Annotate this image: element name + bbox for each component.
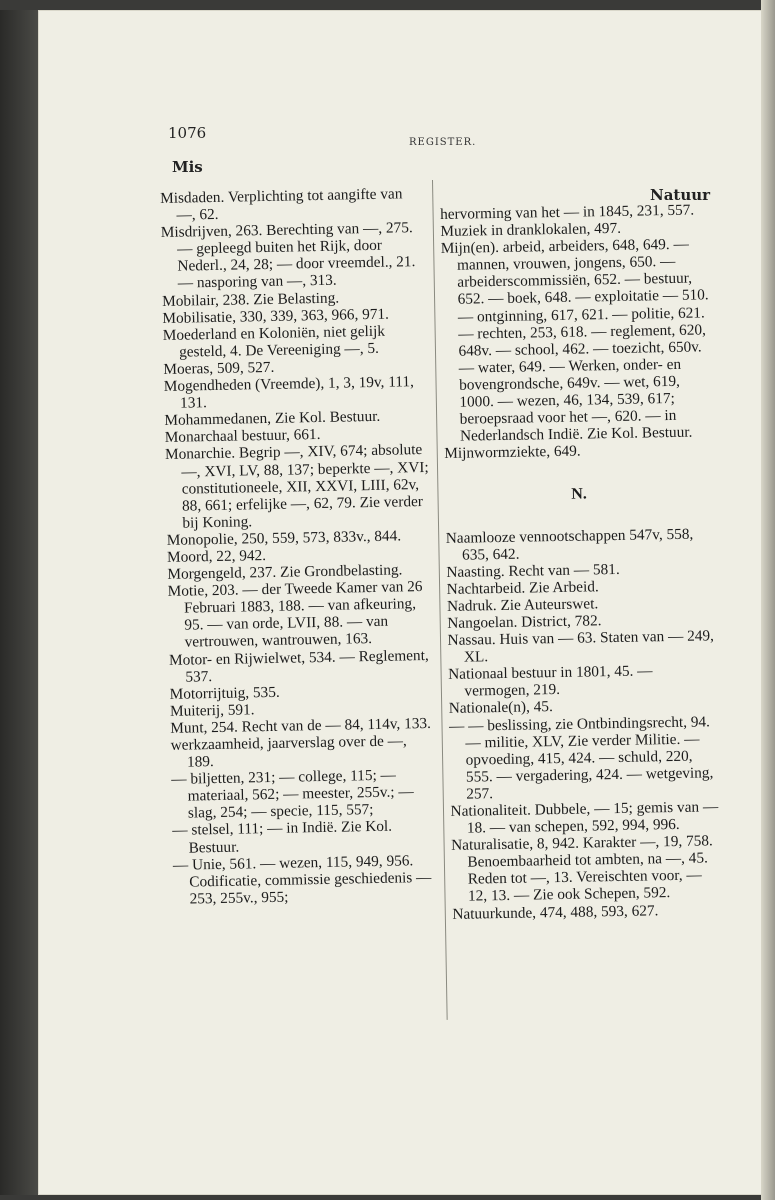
index-entry: Naamlooze vennootschappen 547v, 558, 635, 642. [445,525,694,564]
index-entry: Mobilisatie, 330, 339, 363, 966, 971. [162,305,390,327]
index-entry: Morgengeld, 237. Zie Grondbelasting. [167,561,403,583]
index-entry: Moederland en Koloniën, niet gelijk gesteld, 4. De Vereeniging —, 5. [162,322,386,361]
index-entry: Natuurkunde, 474, 488, 593, 627. [452,901,659,923]
index-entry: Mijn(en). arbeid, arbeiders, 648, 649. — mannen, vrouwen, jongens, 650. — arbeiderscommissiën, 652. — bestuur, 652. — boek, 648. — exploitatie — 510. — ontginning, 617, 621. — politie, 621. — rechten, 253, 618. — reglement, 620, 648v. — school, 462. — toezicht, 650v. — water, 649. — Werken, onder- en bovengrondsche, 649v. — wet, 619, 1000. — wezen, 46, 134, 539, 617; beroepsraad voor het —, 620. — in Nederlandsch Indië. Zie Kol. Bestuur. [440,235,709,445]
index-entry: Nassau. Huis van — 63. Staten van — 249, XL. [447,627,715,666]
index-entry: Moord, 22, 942. [166,547,267,566]
index-entry: — Unie, 561. — wezen, 115, 949, 956. Codificatie, commissie geschiedenis — 253, 255v., 955; [172,851,432,908]
page-number: 1076 [168,124,207,142]
guide-word-right: Natuur [650,186,711,204]
index-entry: Naturalisatie, 8, 942. Karakter —, 19, 758. Benoembaarheid tot ambten, na —, 45. Reden tot —, 13. Vereischten voor, — 12, 13. — Zie ook Schepen, 592. [451,832,713,906]
index-entry: Misdrijven, 263. Berechting van —, 275. — gepleegd buiten het Rijk, door Nederl., 24, 28; — door vreemdel., 21. — nasporing van —, 313. [160,219,416,293]
index-entry: Nadruk. Zie Auteurswet. [446,595,599,615]
index-entry: Moeras, 509, 527. [163,358,275,378]
index-entry: Motorrijtuig, 535. [169,683,280,703]
index-entry: Monarchie. Begrip —, XIV, 674; absolute —, XVI, LV, 88, 137; beperkte —, XVI; constitutioneele, XII, XXVI, LIII, 62v, 88, 661; erfelijke —, 62, 79. Zie verder bij Koning. [164,441,429,532]
index-entry: — stelsel, 111; — in Indië. Zie Kol. Bestuur. [172,818,393,857]
section-letter: N. [571,485,587,504]
guide-word-left: Mis [172,158,203,176]
index-entry: Nationaal bestuur in 1801, 45. — vermogen, 219. [448,662,653,700]
index-entry: Nationale(n), 45. [448,698,553,718]
index-entry: — — beslissing, zie Ontbindingsrecht, 94. — militie, XLV, Zie verder Militie. — opvoeding, 415, 424. — schuld, 220, 555. — vergadering, 424. — wetgeving, 257. [448,712,714,803]
page-edge [761,0,775,1200]
index-entry: Misdaden. Verplichting tot aangifte van —, 62. [160,185,403,224]
index-entry: Nationaliteit. Dubbele, — 15; gemis van — 18. — van schepen, 592, 994, 996. [450,798,719,837]
index-entry: Motie, 203. — der Tweede Kamer van 26 Februari 1883, 188. — van afkeuring, 95. — van orde, LVII, 88. — van vertrouwen, wantrouwen, 163. [167,578,423,652]
right-column [440,201,720,922]
index-entry: Munt, 254. Recht van de — 84, 114v, 133. [170,714,432,737]
index-entry: Mobilair, 238. Zie Belasting. [161,289,340,310]
index-entry: hervorming van het — in 1845, 231, 557. [440,201,695,223]
index-entry: Monarchaal bestuur, 661. [164,426,321,447]
index-entry: Mogendheden (Vreemde), 1, 3, 19v, 111, 131. [163,373,415,412]
index-entry: Mohammedanen, Zie Kol. Bestuur. [164,408,381,430]
index-entry: Monopolie, 250, 559, 573, 833v., 844. [166,527,402,549]
index-entry: Nangoelan. District, 782. [447,612,602,632]
index-entry: Nachtarbeid. Zie Arbeid. [446,578,599,598]
index-entry: werkzaamheid, jaarverslag over de —, 189. [170,732,407,771]
index-entry: Naasting. Recht van — 581. [446,560,620,581]
left-column [160,185,438,908]
index-entry: Mijnwormziekte, 649. [444,442,581,463]
index-entry: Muziek in dranklokalen, 497. [440,219,622,241]
index-entry: Muiterij, 591. [169,701,255,720]
index-entry: — biljetten, 231; — college, 115; — materiaal, 562; — meester, 255v.; — slag, 254; — specie, 115, 557; [171,766,414,822]
index-entry: Motor- en Rijwielwet, 534. — Reglement, 537. [168,646,429,686]
scan-binding-shadow [0,10,38,1195]
running-head: REGISTER. [409,137,477,148]
